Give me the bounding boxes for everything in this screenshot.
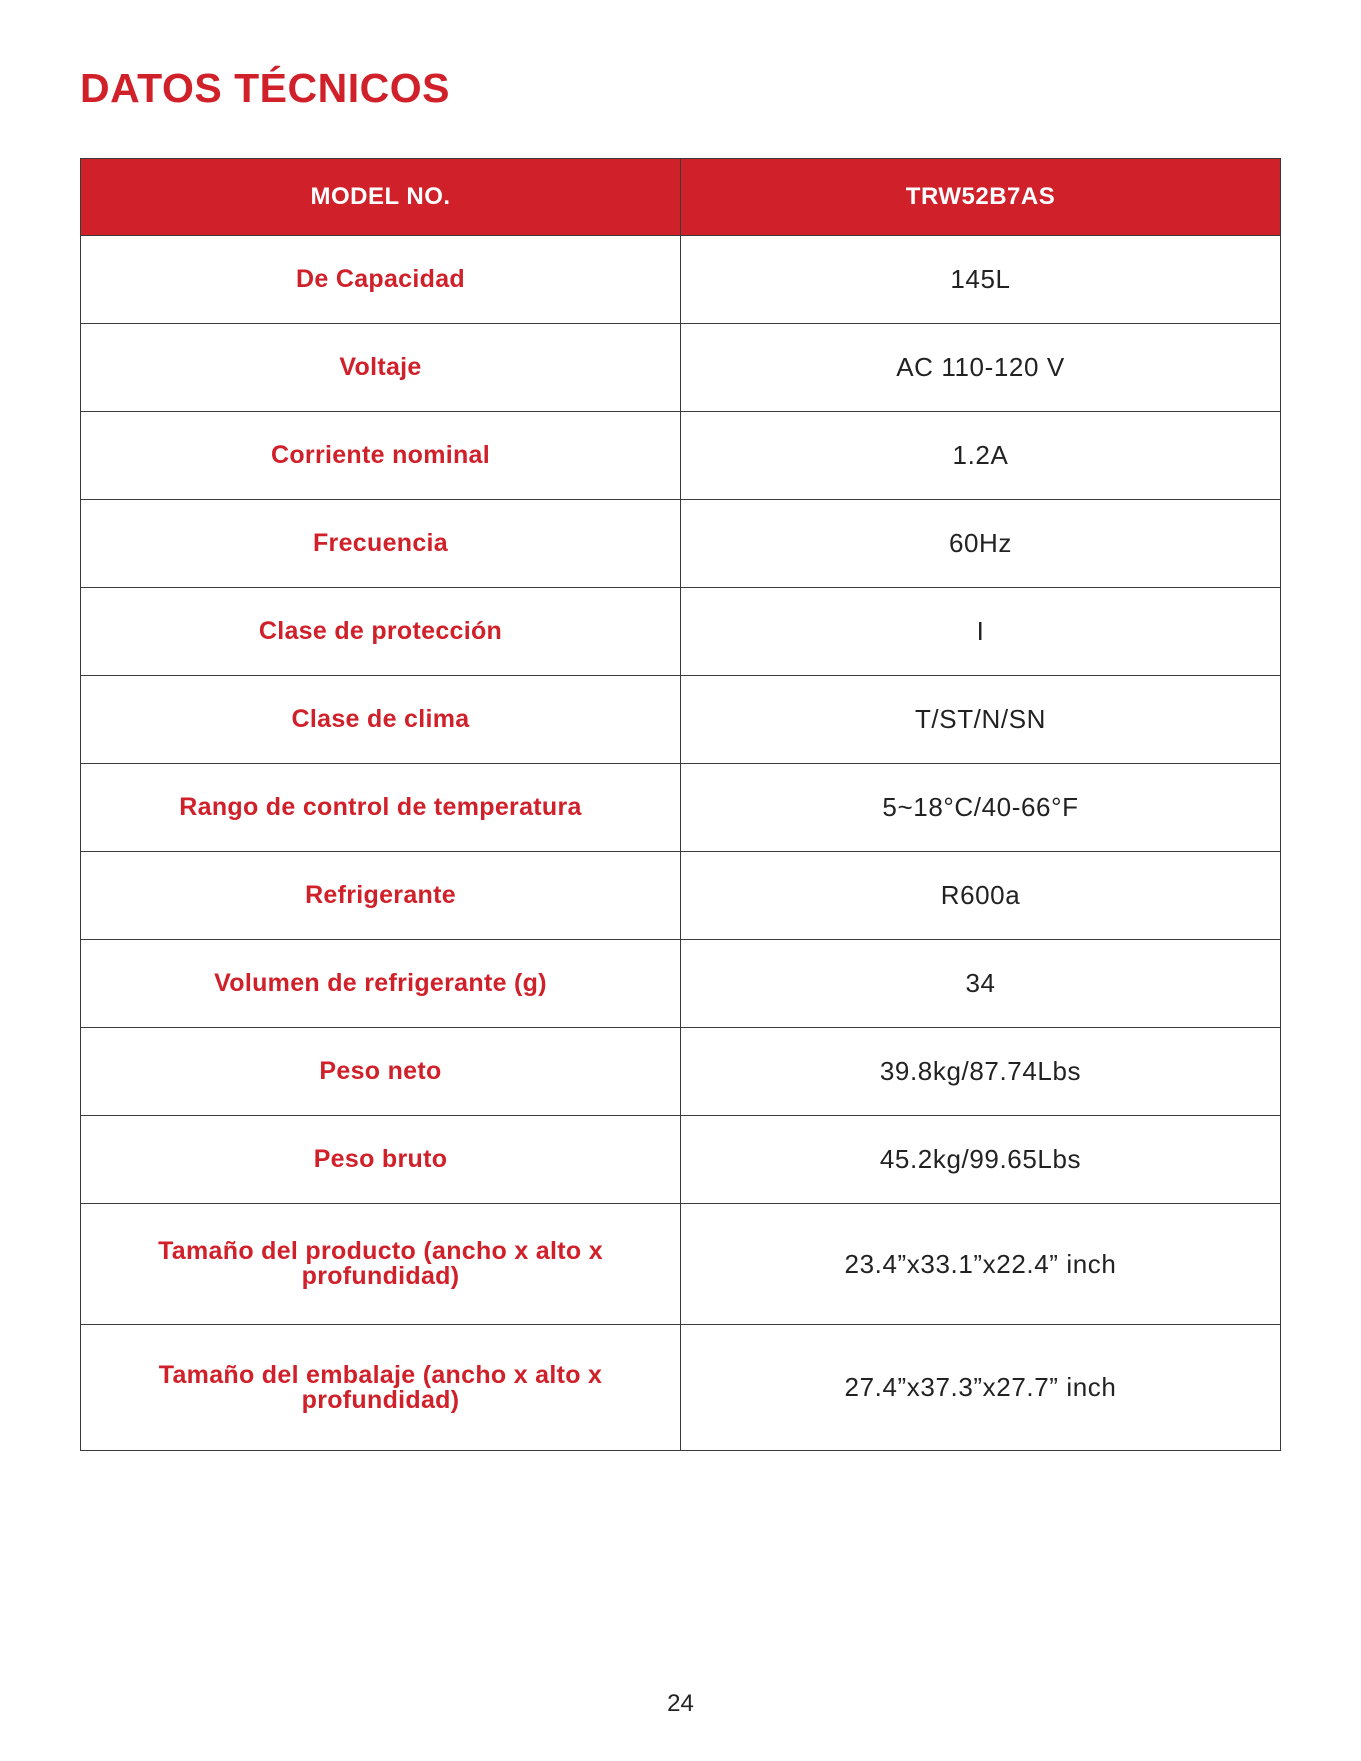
table-row bbox=[81, 500, 1281, 588]
table-row bbox=[81, 1116, 1281, 1204]
row-value: 1.2A bbox=[681, 412, 1281, 500]
row-label: Voltaje bbox=[81, 324, 681, 412]
table-row bbox=[81, 1028, 1281, 1116]
row-value: 34 bbox=[681, 940, 1281, 1028]
row-value: I bbox=[681, 588, 1281, 676]
table-row bbox=[81, 764, 1281, 852]
page-title: DATOS TÉCNICOS bbox=[80, 65, 450, 111]
row-label: Rango de control de temperatura bbox=[81, 764, 681, 852]
row-label: Tamaño del producto (ancho x alto x profundidad) bbox=[81, 1204, 681, 1325]
row-label: Clase de protección bbox=[81, 588, 681, 676]
row-value: T/ST/N/SN bbox=[681, 676, 1281, 764]
table-row bbox=[81, 412, 1281, 500]
table-header-row bbox=[81, 159, 1281, 236]
row-value: AC 110-120 V bbox=[681, 324, 1281, 412]
page-number: 24 bbox=[667, 1690, 694, 1717]
row-label: Peso bruto bbox=[81, 1116, 681, 1204]
header-model-value: TRW52B7AS bbox=[681, 159, 1281, 236]
row-label: Corriente nominal bbox=[81, 412, 681, 500]
row-value: 39.8kg/87.74Lbs bbox=[681, 1028, 1281, 1116]
row-value: 5~18°C/40-66°F bbox=[681, 764, 1281, 852]
table-row bbox=[81, 940, 1281, 1028]
row-label: De Capacidad bbox=[81, 236, 681, 324]
row-value: 27.4”x37.3”x27.7” inch bbox=[681, 1325, 1281, 1451]
table-row bbox=[81, 1325, 1281, 1451]
table-row bbox=[81, 676, 1281, 764]
row-label: Frecuencia bbox=[81, 500, 681, 588]
row-value: 60Hz bbox=[681, 500, 1281, 588]
row-label: Refrigerante bbox=[81, 852, 681, 940]
header-model-label: MODEL NO. bbox=[81, 159, 681, 236]
row-label: Volumen de refrigerante (g) bbox=[81, 940, 681, 1028]
table-row bbox=[81, 588, 1281, 676]
table-row bbox=[81, 324, 1281, 412]
table-row bbox=[81, 236, 1281, 324]
table-row bbox=[81, 852, 1281, 940]
row-label: Peso neto bbox=[81, 1028, 681, 1116]
row-label: Tamaño del embalaje (ancho x alto x profundidad) bbox=[81, 1325, 681, 1451]
spec-table bbox=[80, 158, 1281, 1451]
row-value: 145L bbox=[681, 236, 1281, 324]
row-value: 45.2kg/99.65Lbs bbox=[681, 1116, 1281, 1204]
row-value: 23.4”x33.1”x22.4” inch bbox=[681, 1204, 1281, 1325]
row-label: Clase de clima bbox=[81, 676, 681, 764]
table-row bbox=[81, 1204, 1281, 1325]
row-value: R600a bbox=[681, 852, 1281, 940]
